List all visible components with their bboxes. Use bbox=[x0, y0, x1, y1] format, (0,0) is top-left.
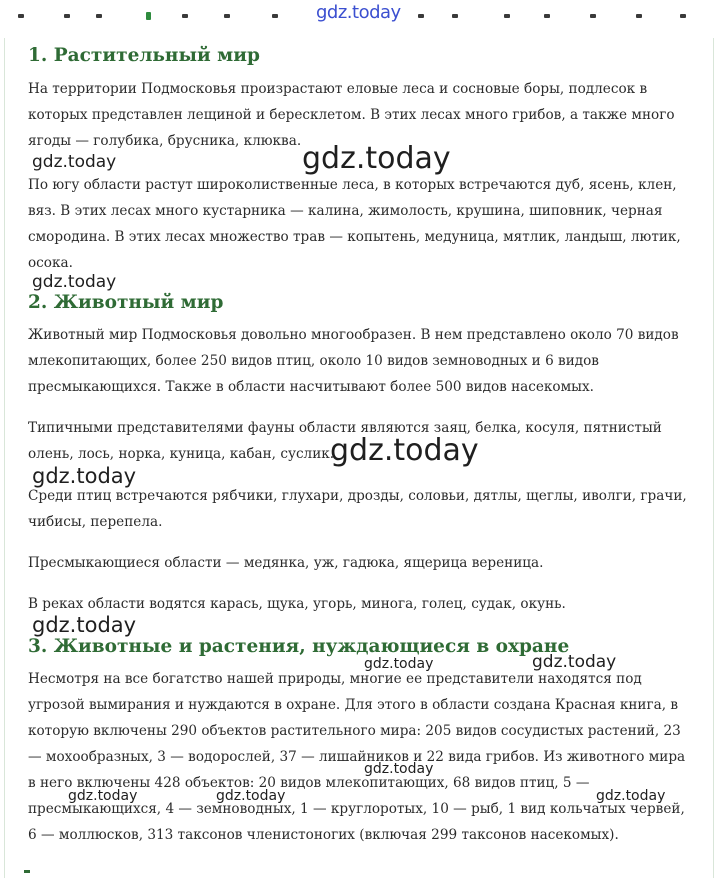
next-section-fragment bbox=[24, 862, 64, 873]
toolbar-dot bbox=[452, 14, 458, 18]
toolbar-dot bbox=[680, 14, 686, 18]
watermark: gdz.today bbox=[32, 272, 117, 292]
toolbar-dot bbox=[504, 14, 510, 18]
watermark: gdz.today bbox=[364, 656, 434, 672]
paragraph: По югу области растут широколиственные леса, в которых встречаются дуб, ясень, клен, вяз. В этих лесах много кустарника — калина, жимолость, крушина, шиповник, черная смородина. В этих лесах множество трав — копытень, медуница, мятлик, ландыш, лютик, осока. bbox=[28, 177, 681, 271]
toolbar-dot bbox=[182, 14, 188, 18]
watermark: gdz.today bbox=[532, 652, 617, 672]
paragraph: На территории Подмосковья произрастают еловые леса и сосновые боры, подлесок в которых представлен лещиной и бересклетом. В этих лесах много грибов, а также много ягоды — голубика, брусника, клюква. bbox=[28, 81, 675, 149]
watermark: gdz.today bbox=[32, 464, 137, 488]
top-toolbar bbox=[0, 0, 716, 36]
watermark: gdz.today bbox=[32, 613, 137, 637]
watermark: gdz.today bbox=[364, 761, 434, 777]
toolbar-dot bbox=[64, 14, 70, 18]
watermark: gdz.today bbox=[68, 788, 138, 804]
paragraph: Несмотря на все богатство нашей природы, многие ее представители находятся под угрозой вымирания и нуждаются в охране. Для этого в области создана Красная книга, в которую включены 290 объектов растительного мира: 205 видов сосудистых растений, 23 — мохообразных, 3 — водорослей, 37 — лишайников и 22 вида грибов. Из животного мира в него включены 428 объектов: 20 видов млекопитающих, 68 видов птиц, 5 — пресмыкающихся, 4 — земноводных, 1 — круглоротых, 10 — рыб, 1 вид кольчатых червей, 6 — моллюсков, 313 таксонов членистоногих (включая 299 таксонов насекомых). bbox=[28, 671, 686, 843]
watermark: gdz.today bbox=[216, 788, 286, 804]
toolbar-dot bbox=[272, 14, 278, 18]
watermark: gdz.today bbox=[330, 433, 479, 468]
paragraph: Среди птиц встречаются рябчики, глухари, дрозды, соловьи, дятлы, щеглы, иволги, грачи, чибисы, перепела. bbox=[28, 488, 687, 530]
paragraph: Пресмыкающиеся области — медянка, уж, гадюка, ящерица вереница. bbox=[28, 555, 544, 571]
toolbar-dot bbox=[544, 14, 550, 18]
section-heading: 3. Животные и растения, нуждающиеся в охране bbox=[28, 636, 570, 657]
toolbar-dot bbox=[18, 14, 24, 18]
toolbar-dot bbox=[224, 14, 230, 18]
watermark: gdz.today bbox=[596, 788, 666, 804]
section-heading: 2. Животный мир bbox=[28, 292, 224, 313]
toolbar-dot bbox=[418, 14, 424, 18]
top-watermark: gdz.today bbox=[316, 2, 401, 23]
watermark: gdz.today bbox=[302, 141, 451, 176]
toolbar-dot bbox=[590, 14, 596, 18]
paragraph: Типичными представителями фауны области являются заяц, белка, косуля, пятнистый олень, лось, норка, куница, кабан, суслик. bbox=[28, 420, 662, 462]
toolbar-green-icon bbox=[146, 12, 151, 20]
paragraph: В реках области водятся карась, щука, угорь, минога, голец, судак, окунь. bbox=[28, 596, 566, 612]
toolbar-dot bbox=[96, 14, 102, 18]
paragraph: Животный мир Подмосковья довольно многообразен. В нем представлено около 70 видов млекопитающих, более 250 видов птиц, около 10 видов земноводных и 6 видов пресмыкающихся. Также в области насчитывают более 500 видов насекомых. bbox=[28, 327, 679, 395]
section-heading: 1. Растительный мир bbox=[28, 45, 260, 66]
watermark: gdz.today bbox=[32, 152, 117, 172]
toolbar-dot bbox=[636, 14, 642, 18]
